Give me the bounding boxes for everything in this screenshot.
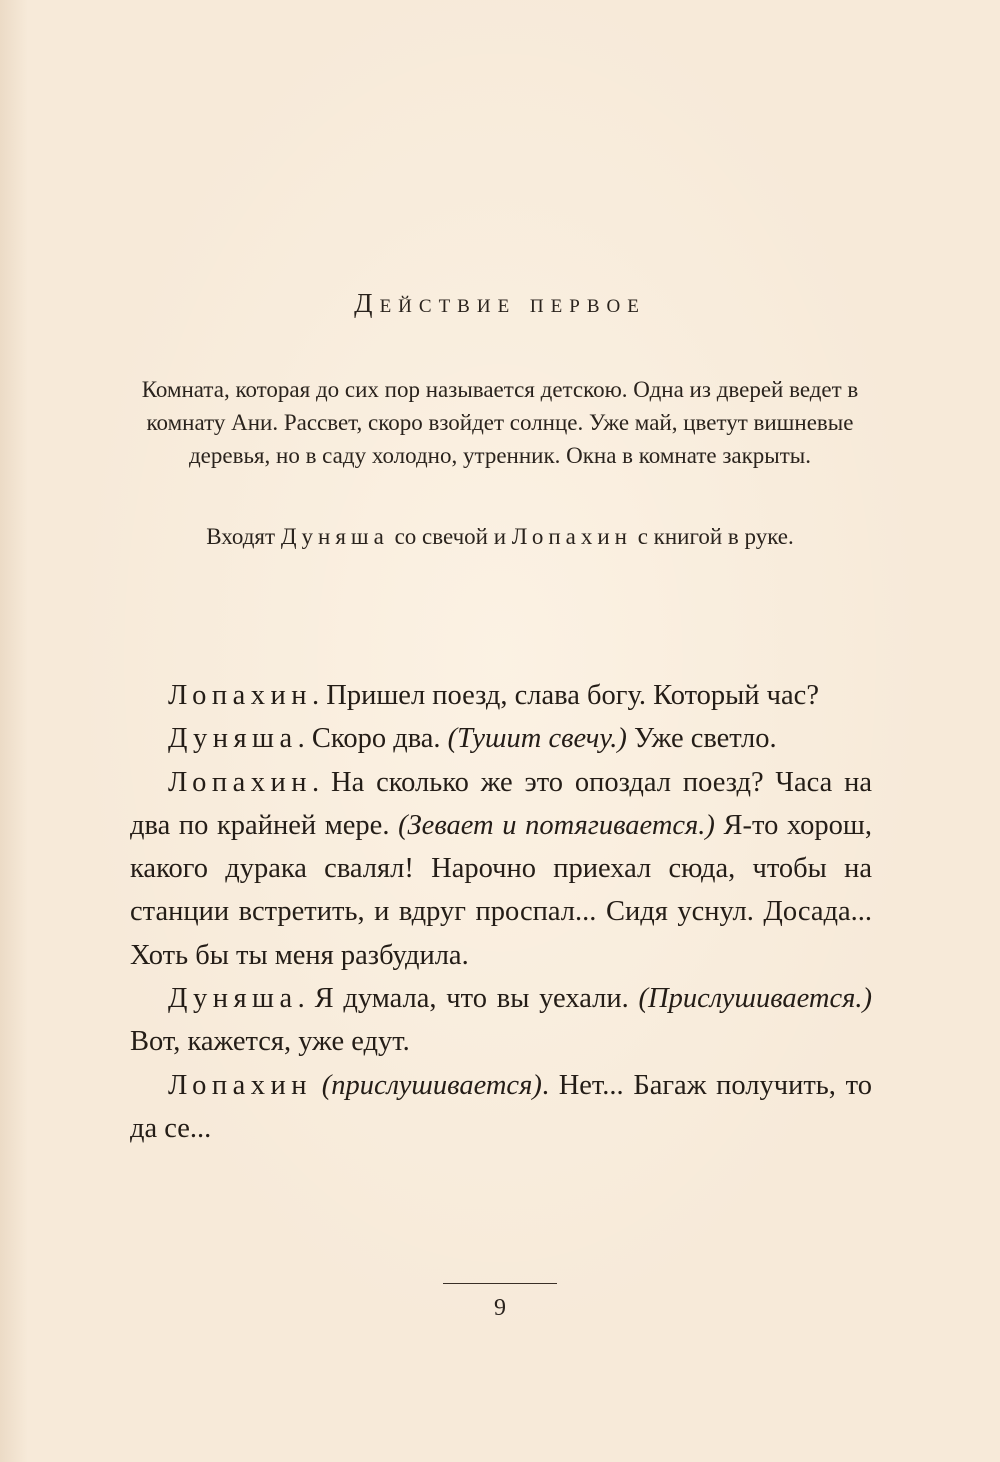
speech-text: Я-то хорош, какого дурака свалял! Нарочно приехал сюда, чтобы на станции встретить, и вдруг проспал... Сидя уснул. Досада... Хоть бы ты меня разбудила. xyxy=(130,809,872,971)
speaker-name: Лопахин xyxy=(168,680,313,711)
stage-direction-inline: (Тушит свечу.) xyxy=(447,723,627,755)
dialogue-line xyxy=(130,761,872,977)
act-title: Действие первое xyxy=(354,288,646,318)
speaker-name: Лопахин xyxy=(168,1069,313,1101)
speech-text: . На сколько же это опоздал поезд? Часа на два по крайней мере. xyxy=(130,766,872,841)
page-number: 9 xyxy=(494,1295,506,1321)
speech-text: Уже светло. xyxy=(626,723,777,755)
entrance-text: со свечой и xyxy=(388,524,512,549)
character-name: Дуняша xyxy=(280,524,389,549)
entrance-text: с книгой в руке. xyxy=(631,524,794,549)
speech-text: . Скоро два. xyxy=(297,723,448,755)
dialogue-block xyxy=(130,674,872,1150)
stage-direction-setting: Комната, которая до сих пор называется детскою. Одна из дверей ведет в комнату Ани. Рассвет, скоро взойдет солнце. Уже май, цветут вишневые деревья, но в саду холодно, утренник. Окна в комнате закрыты. xyxy=(141,377,859,468)
stage-direction-inline: (Прислушивается.) xyxy=(638,983,872,1015)
speech-text: . Нет... Багаж получить, то да се... xyxy=(130,1069,872,1144)
dialogue-line xyxy=(130,977,872,1064)
speech-text xyxy=(312,1070,322,1101)
speech-text: . Я думала, что вы уехали. xyxy=(297,983,639,1015)
dialogue-line xyxy=(130,717,872,760)
character-name: Лопахин xyxy=(511,524,632,549)
stage-direction-entrance xyxy=(130,520,870,553)
speaker-name: Дуняша xyxy=(168,723,298,755)
entrance-text: Входят xyxy=(206,524,281,549)
speaker-name: Лопахин xyxy=(168,766,313,798)
stage-direction-inline: (Зевает и потягивается.) xyxy=(398,809,715,841)
speech-text: Вот, кажется, уже едут. xyxy=(130,1026,410,1058)
stage-direction-inline: (прислушивается) xyxy=(321,1069,542,1101)
page-number-divider xyxy=(443,1283,557,1284)
dialogue-line xyxy=(130,674,872,717)
dialogue-line xyxy=(130,1064,872,1151)
speaker-name: Дуняша xyxy=(168,983,298,1015)
speech-text: . Пришел поезд, слава богу. Который час? xyxy=(312,680,819,711)
